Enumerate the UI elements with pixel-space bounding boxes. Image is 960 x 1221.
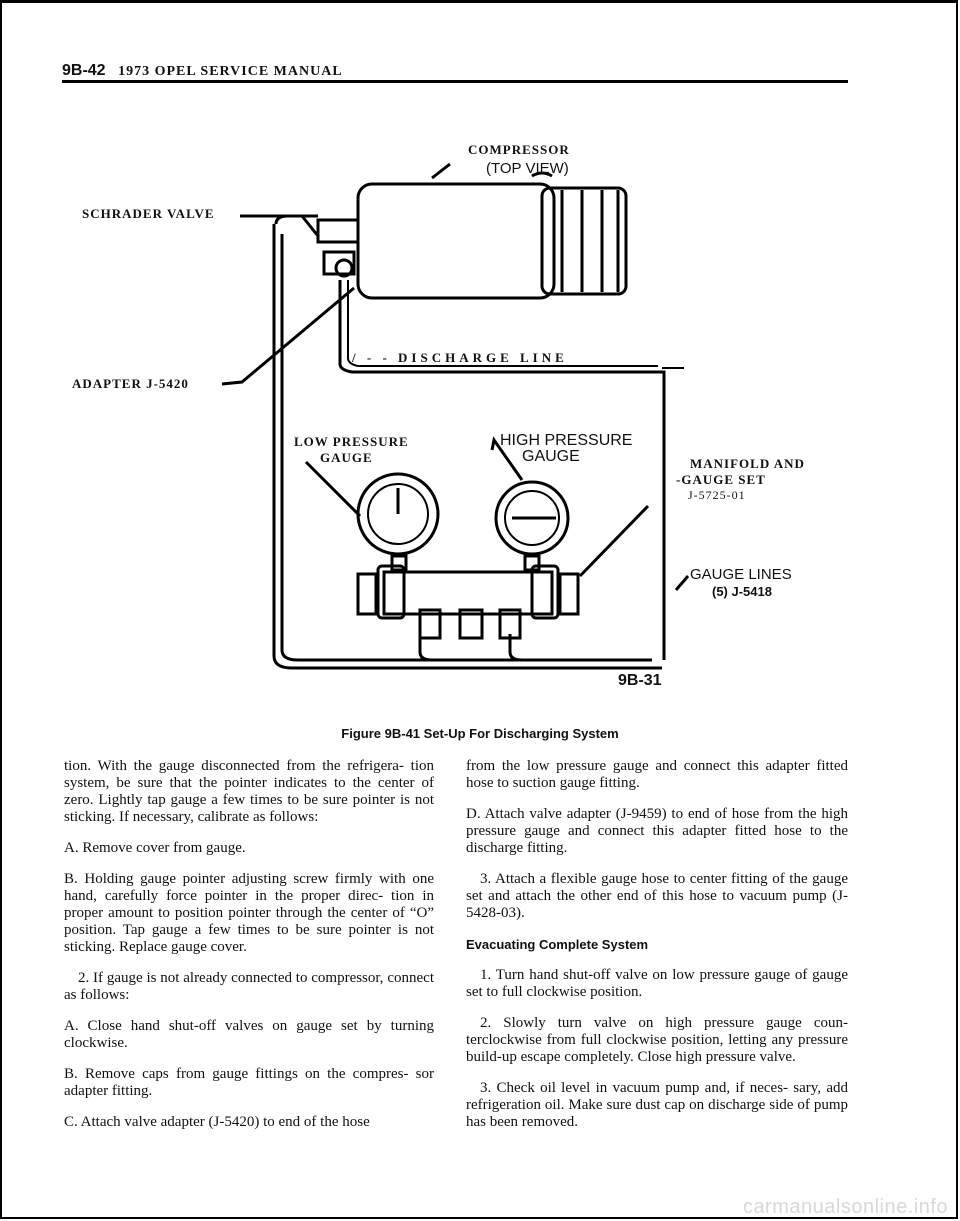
label-adapter: ADAPTER J-5420	[72, 376, 189, 391]
paragraph: 3. Attach a flexible gauge hose to center fitting of the gauge set and attach the other end of this hose to vacuum pump (J-5428-03).	[466, 871, 848, 921]
label-manifold-1: MANIFOLD AND	[690, 456, 805, 471]
watermark: carmanualsonline.info	[742, 1196, 948, 1218]
paragraph: 1. Turn hand shut-off valve on low pressure gauge of gauge set to full clockwise position.	[466, 967, 848, 1000]
label-low-pressure: LOW PRESSURE	[294, 434, 409, 449]
label-high-gauge: GAUGE	[522, 448, 580, 465]
label-discharge-line: / - - DISCHARGE LINE	[352, 350, 568, 365]
page-header	[62, 62, 343, 80]
discharge-setup-figure	[62, 120, 862, 700]
figure-number: 9B-31	[618, 672, 662, 689]
page-number: 9B-42	[62, 62, 106, 79]
label-gauge-lines-number: (5) J-5418	[712, 584, 772, 599]
label-manifold-2: -GAUGE SET	[676, 472, 766, 487]
paragraph: D. Attach valve adapter (J-9459) to end of hose from the high pressure gauge and connect this adapter fitted hose to the discharge fitting.	[466, 806, 848, 856]
right-column	[466, 758, 848, 1145]
figure-caption: Figure 9B-41 Set-Up For Discharging System	[341, 726, 619, 741]
label-top-view: (TOP VIEW)	[486, 160, 569, 177]
label-manifold-3: J-5725-01	[688, 488, 746, 502]
label-schrader-valve: SCHRADER VALVE	[82, 206, 215, 221]
paragraph: 2. Slowly turn valve on high pressure gauge coun- terclockwise from full clockwise position, letting any pressure build-up escape completely. Close high pressure valve.	[466, 1015, 848, 1065]
paragraph: B. Holding gauge pointer adjusting screw firmly with one hand, carefully force pointer in the proper direc- tion in proper amount to position pointer through the center of “O” position. Tap gauge a few times to be sure pointer is not sticking. Replace gauge cover.	[64, 871, 434, 955]
label-high-pressure: HIGH PRESSURE	[500, 432, 633, 449]
manual-title: 1973 OPEL SERVICE MANUAL	[118, 64, 343, 79]
paragraph: tion. With the gauge disconnected from the refrigera- tion system, be sure that the pointer indicates to the center of zero. Lightly tap gauge a few times to be sure pointer is not sticking. If necessary, calibrate as follows:	[64, 758, 434, 825]
paragraph: B. Remove caps from gauge fittings on the compres- sor adapter fitting.	[64, 1066, 434, 1099]
label-gauge-lines: GAUGE LINES	[690, 566, 792, 583]
compressor-body	[358, 184, 554, 298]
paragraph: A. Close hand shut-off valves on gauge set by turning clockwise.	[64, 1018, 434, 1051]
label-compressor: COMPRESSOR	[468, 142, 570, 157]
paragraph: 2. If gauge is not already connected to compressor, connect as follows:	[64, 970, 434, 1003]
label-low-gauge: GAUGE	[320, 450, 373, 465]
section-heading: Evacuating Complete System	[466, 937, 649, 952]
paragraph: 3. Check oil level in vacuum pump and, if neces- sary, add refrigeration oil. Make sure dust cap on discharge side of pump has been removed.	[466, 1080, 848, 1130]
paragraph: from the low pressure gauge and connect this adapter fitted hose to suction gauge fitting.	[466, 758, 848, 791]
header-rule	[62, 80, 848, 83]
left-column	[64, 758, 434, 1145]
paragraph: A. Remove cover from gauge.	[64, 840, 246, 856]
paragraph: C. Attach valve adapter (J-5420) to end of the hose	[64, 1114, 370, 1130]
